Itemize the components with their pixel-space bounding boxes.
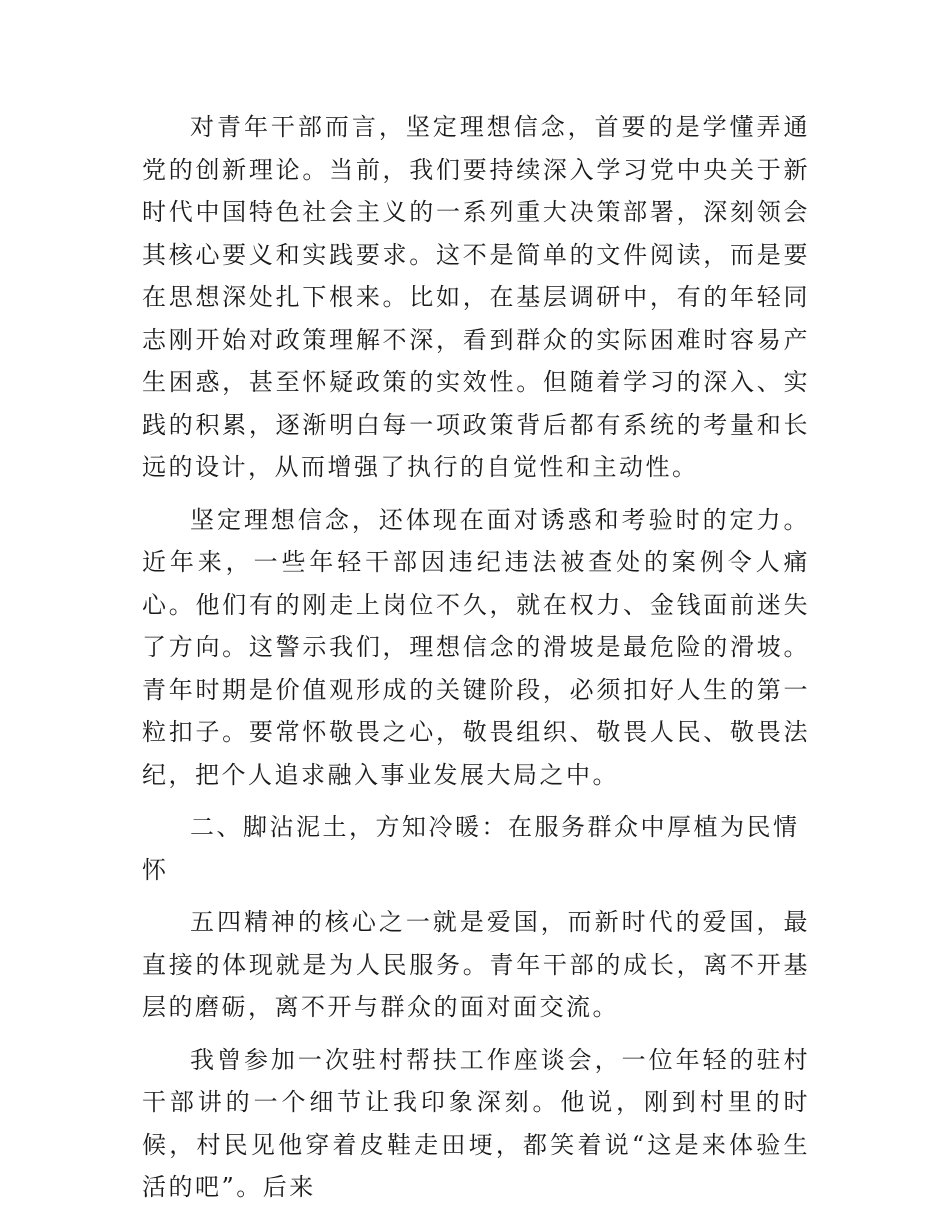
section-heading: 二、脚沾泥土，方知冷暖：在服务群众中厚植为民情怀 [142, 813, 800, 884]
paragraph-3: 五四精神的核心之一就是爱国，而新时代的爱国，最直接的体现就是为人民服务。青年干部的成长，离不开基层的磨砺，离不开与群众的面对面交流。 [142, 908, 810, 1021]
document-body [142, 106, 810, 1219]
paragraph-2: 坚定理想信念，还体现在面对诱惑和考验时的定力。近年来，一些年轻干部因违纪违法被查处的案例令人痛心。他们有的刚走上岗位不久，就在权力、金钱面前迷失了方向。这警示我们，理想信念的滑坡是最危险的滑坡。青年时期是价值观形成的关键阶段，必须扣好人生的第一粒扣子。要常怀敬畏之心，敬畏组织、敬畏人民、敬畏法纪，把个人追求融入事业发展大局之中。 [142, 505, 810, 789]
paragraph-4: 我曾参加一次驻村帮扶工作座谈会，一位年轻的驻村干部讲的一个细节让我印象深刻。他说，刚到村里的时候，村民见他穿着皮鞋走田埂，都笑着说“这是来体验生活的吧”。后来 [142, 1045, 810, 1201]
paragraph-1: 对青年干部而言，坚定理想信念，首要的是学懂弄通党的创新理论。当前，我们要持续深入学习党中央关于新时代中国特色社会主义的一系列重大决策部署，深刻领会其核心要义和实践要求。这不是简单的文件阅读，而是要在思想深处扎下根来。比如，在基层调研中，有的年轻同志刚开始对政策理解不深，看到群众的实际困难时容易产生困惑，甚至怀疑政策的实效性。但随着学习的深入、实践的积累，逐渐明白每一项政策背后都有系统的考量和长远的设计，从而增强了执行的自觉性和主动性。 [142, 113, 810, 481]
